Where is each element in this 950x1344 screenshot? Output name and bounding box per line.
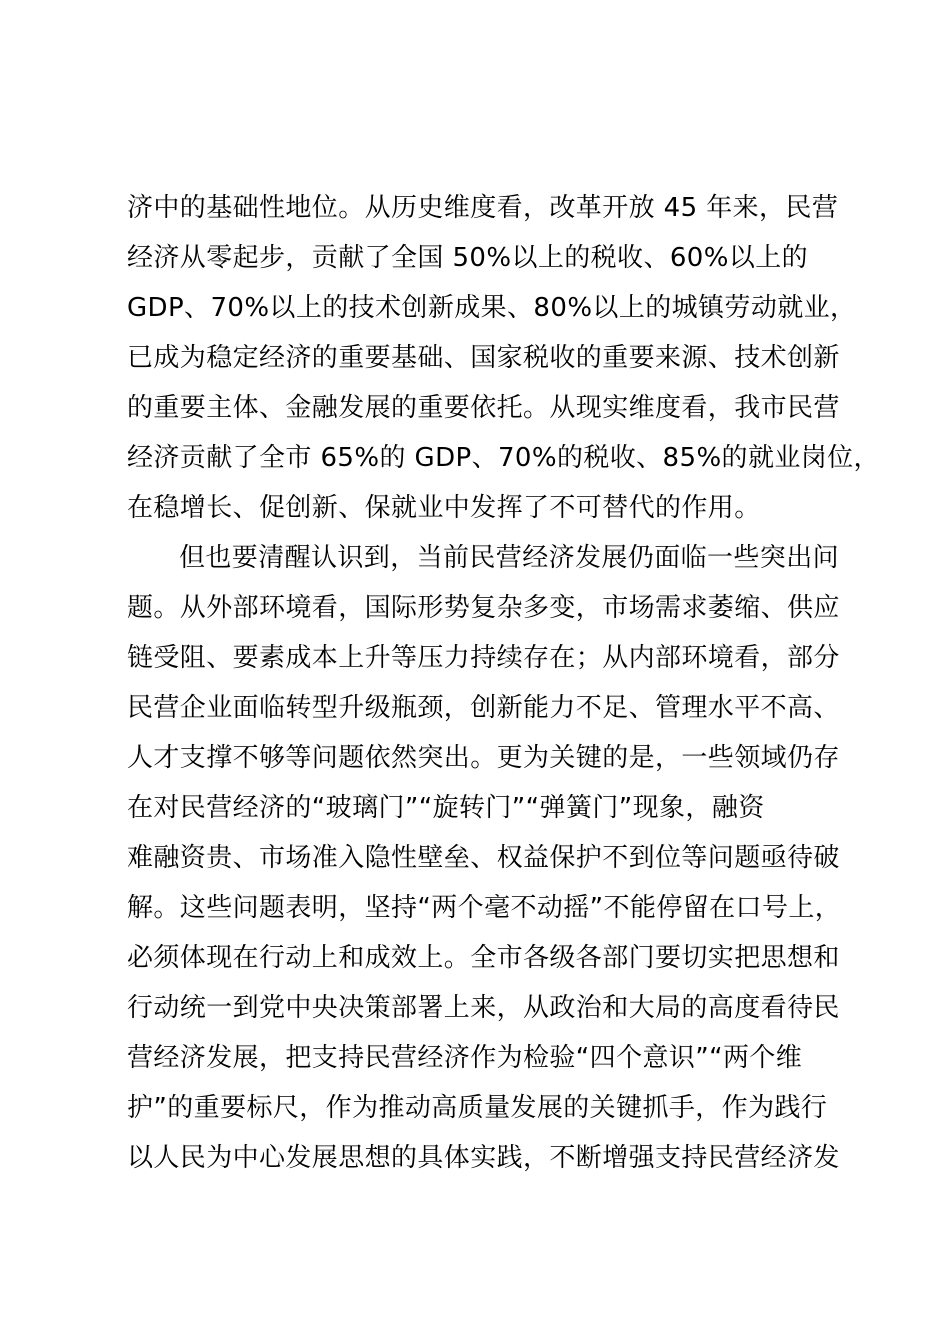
paragraph-2 xyxy=(127,533,867,1233)
paragraph-line: 以人民为中心发展思想的具体实践，不断增强支持民营经济发 xyxy=(127,1143,840,1173)
paragraph-line: 在对民营经济的“玻璃门”“旋转门”“弹簧门”现象，融资 xyxy=(127,793,765,823)
paragraph-1 xyxy=(127,183,880,533)
paragraph-line: 必须体现在行动上和成效上。全市各级各部门要切实把思想和 xyxy=(127,943,840,973)
paragraph-line: 已成为稳定经济的重要基础、国家税收的重要来源、技术创新 xyxy=(127,343,840,373)
paragraph-line: 经济从零起步，贡献了全国 50%以上的税收、60%以上的 xyxy=(127,243,809,273)
body-text xyxy=(127,183,880,1233)
paragraph-line: 行动统一到党中央决策部署上来，从政治和大局的高度看待民 xyxy=(127,993,840,1023)
paragraph-line: 题。从外部环境看，国际形势复杂多变，市场需求萎缩、供应 xyxy=(127,593,840,623)
paragraph-line: 经济贡献了全市 65%的 GDP、70%的税收、85%的就业岗位， xyxy=(127,443,880,473)
paragraph-line: GDP、70%以上的技术创新成果、80%以上的城镇劳动就业， xyxy=(127,293,857,323)
paragraph-line: 的重要主体、金融发展的重要依托。从现实维度看，我市民营 xyxy=(127,393,840,423)
paragraph-line: 难融资贵、市场准入隐性壁垒、权益保护不到位等问题亟待破 xyxy=(127,843,840,873)
paragraph-line: 济中的基础性地位。从历史维度看，改革开放 45 年来，民营 xyxy=(127,193,839,223)
paragraph-line: 但也要清醒认识到，当前民营经济发展仍面临一些突出问 xyxy=(179,543,840,573)
paragraph-line: 链受阻、要素成本上升等压力持续存在；从内部环境看，部分 xyxy=(127,643,840,673)
paragraph-line: 人才支撑不够等问题依然突出。更为关键的是，一些领域仍存 xyxy=(127,743,840,773)
paragraph-line xyxy=(127,1183,867,1233)
paragraph-line: 民营企业面临转型升级瓶颈，创新能力不足、管理水平不高、 xyxy=(127,693,840,723)
paragraph-line: 护”的重要标尺，作为推动高质量发展的关键抓手，作为践行 xyxy=(127,1093,828,1123)
paragraph-line: 在稳增长、促创新、保就业中发挥了不可替代的作用。 xyxy=(127,493,761,523)
paragraph-line: 营经济发展，把支持民营经济作为检验“四个意识”“两个维 xyxy=(127,1043,803,1073)
paragraph-line: 解。这些问题表明，坚持“两个毫不动摇”不能停留在口号上， xyxy=(127,893,842,923)
